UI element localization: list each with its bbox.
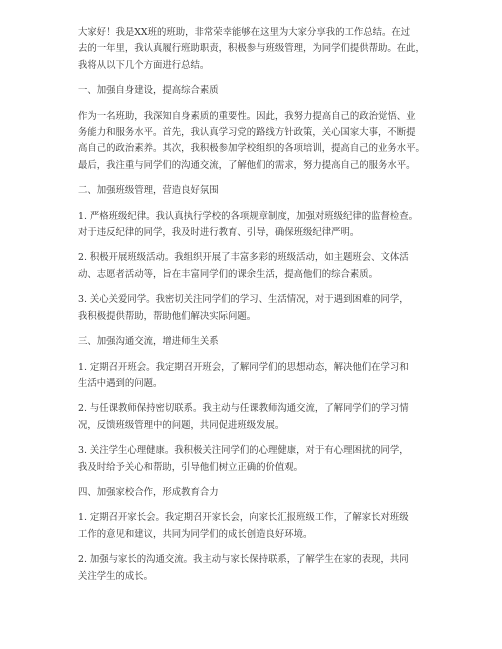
section-2-item-2: 2. 积极开展班级活动。我组织开展了丰富多彩的班级活动，如主题班会、文体活 动、志愿者活动等，旨在丰富同学们的课余生活，提高他们的综合素质。 [78, 252, 409, 280]
section-4-item-1: 1. 定期召开家长会。我定期召开家长会，向家长汇报班级工作，了解家长对班级 工作的意见和建议，共同为同学们的成长创造良好环境。 [78, 512, 409, 540]
section-3-item-3: 3. 关注学生心理健康。我积极关注同学们的心理健康，对于有心理困扰的同学， 我及时给予关心和帮助，引导他们树立正确的价值观。 [78, 445, 409, 473]
section-4-item-2: 2. 加强与家长的沟通交流。我主动与家长保持联系，了解学生在家的表现，共同 关注学生的成长。 [78, 554, 409, 582]
intro-paragraph: 大家好！我是XX班的班助，非常荣幸能够在这里为大家分享我的工作总结。在过 去的一年里，我认真履行班助职责，积极参与班级管理，为同学们提供帮助。在此， 我将从以下几个方面进行总结。 [78, 27, 425, 71]
document-body [78, 25, 432, 594]
section-1-paragraph: 作为一名班助，我深知自身素质的重要性。因此，我努力提高自己的政治觉悟、业 务能力和服务水平。首先，我认真学习党的路线方针政策，关心国家大事，不断提 高自己的政治素养。其次，我积极参加学校组织的各项培训，提高自己的业务水平。 最后，我注重与同学们的沟通交流，了解他们的需求，努力提高自己的服务水平。 [78, 110, 425, 171]
section-2-item-3: 3. 关心关爱同学。我密切关注同学们的学习、生活情况，对于遇到困难的同学， 我积极提供帮助，帮助他们解决实际问题。 [78, 294, 409, 322]
section-heading-3: 三、加强沟通交流，增进师生关系 [78, 336, 219, 348]
section-heading-1: 一、加强自身建设，提高综合素质 [78, 85, 219, 97]
section-2-item-1: 1. 严格班级纪律。我认真执行学校的各项规章制度，加强对班级纪律的监督检查。 对于违反纪律的同学，我及时进行教育、引导，确保班级纪律严明。 [78, 210, 419, 239]
section-heading-4: 四、加强家校合作，形成教育合力 [78, 486, 219, 498]
section-3-item-1: 1. 定期召开班会。我定期召开班会，了解同学们的思想动态，解决他们在学习和 生活中遇到的问题。 [78, 361, 409, 389]
section-heading-2: 二、加强班级管理，营造良好氛围 [78, 185, 219, 197]
section-3-item-2: 2. 与任课教师保持密切联系。我主动与任课教师沟通交流，了解同学们的学习情 况，反馈班级管理中的问题，共同促进班级发展。 [78, 403, 409, 431]
